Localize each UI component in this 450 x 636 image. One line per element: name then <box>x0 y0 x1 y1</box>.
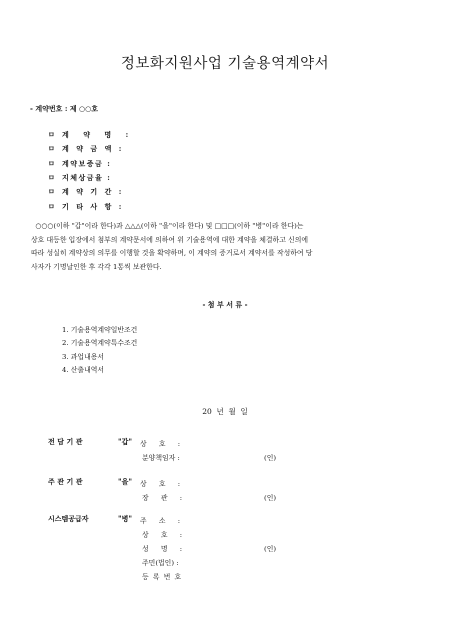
party-tag-eul: "을" <box>118 477 133 486</box>
seal-mark: (인) <box>264 545 277 553</box>
field-label: 계 약 명 : <box>62 130 135 140</box>
bullet-square: ㅁ <box>48 201 55 211</box>
list-item: 3. 과업내용서 <box>62 352 105 361</box>
list-item: 1. 기술용역계약일반조건 <box>62 326 138 334</box>
bullet-square: ㅁ <box>48 144 55 154</box>
bullet-square: ㅁ <box>48 130 55 140</box>
party-row: 등 록 번 호 <box>142 573 183 581</box>
seal-mark: (인) <box>264 494 277 502</box>
field-label: 계약보증금 : <box>62 158 112 168</box>
party-label-gap: 전담기관 <box>48 437 86 446</box>
field-contract-name <box>48 128 134 142</box>
field-label: 계 약 금 액 : <box>62 144 124 154</box>
bullet-square: ㅁ <box>48 158 55 168</box>
party-row: 상 호 : <box>140 440 186 448</box>
list-item: 2. 기술용역계약특수조건 <box>62 339 138 348</box>
field-deposit <box>48 157 134 171</box>
party-tag-gap: "갑" <box>118 437 133 446</box>
contract-number: - 계약번호 : 제 ○○호 <box>30 104 99 113</box>
party-row: 장 관 : <box>142 494 188 502</box>
party-tag-byeong: "병" <box>118 514 133 523</box>
bullet-square: ㅁ <box>48 173 55 183</box>
field-contract-period <box>48 185 134 199</box>
party-label-byeong: 시스템공급자 <box>48 514 89 523</box>
list-item: 4. 산출내역서 <box>62 366 105 375</box>
contract-date: 20 년 월 일 <box>202 407 248 416</box>
party-row: 주민(법인) : <box>142 559 179 567</box>
field-delay-rate <box>48 171 134 185</box>
party-row: 분양책임자 : <box>142 454 180 462</box>
field-label: 지체상금율 : <box>62 173 112 183</box>
party-row: 상 호 : <box>140 480 186 488</box>
attachments-title: - 첨 부 서 류 - <box>202 300 248 309</box>
contract-fields <box>48 128 134 214</box>
attachments-list <box>62 324 137 378</box>
contract-paragraph <box>31 220 427 274</box>
paragraph-line: 따라 성실히 계약상의 의무를 이행할 것을 확약하며, 이 계약의 증거로서 계약서를 작성하여 당 <box>31 249 313 258</box>
bullet-square: ㅁ <box>48 187 55 197</box>
paragraph-line: 상호 대등한 입장에서 첨부의 계약문서에 의하여 위 기술용역에 대한 계약을 체결하고 신의에 <box>31 235 309 244</box>
paragraph-line: ○○○(이하 "갑"이라 한다)과 △△△(이하 "을"이라 한다) 및 □□□(이하 "병"이라 한다)는 <box>31 222 304 230</box>
party-row: 성 명 : <box>142 545 188 553</box>
paragraph-line: 사자가 기명날인한 후 각각 1통씩 보관한다. <box>31 262 162 271</box>
field-other <box>48 199 134 213</box>
seal-mark: (인) <box>264 454 277 462</box>
field-label: 계 약 기 간 : <box>62 187 124 197</box>
document-title: 정보화지원사업 기술용역계약서 <box>120 56 330 72</box>
party-row: 주 소 : <box>140 517 186 525</box>
field-contract-amount <box>48 142 134 156</box>
party-row: 상 호 : <box>142 531 188 539</box>
field-label: 기 타 사 항 : <box>62 201 124 211</box>
party-label-eul: 주관기관 <box>48 477 86 486</box>
